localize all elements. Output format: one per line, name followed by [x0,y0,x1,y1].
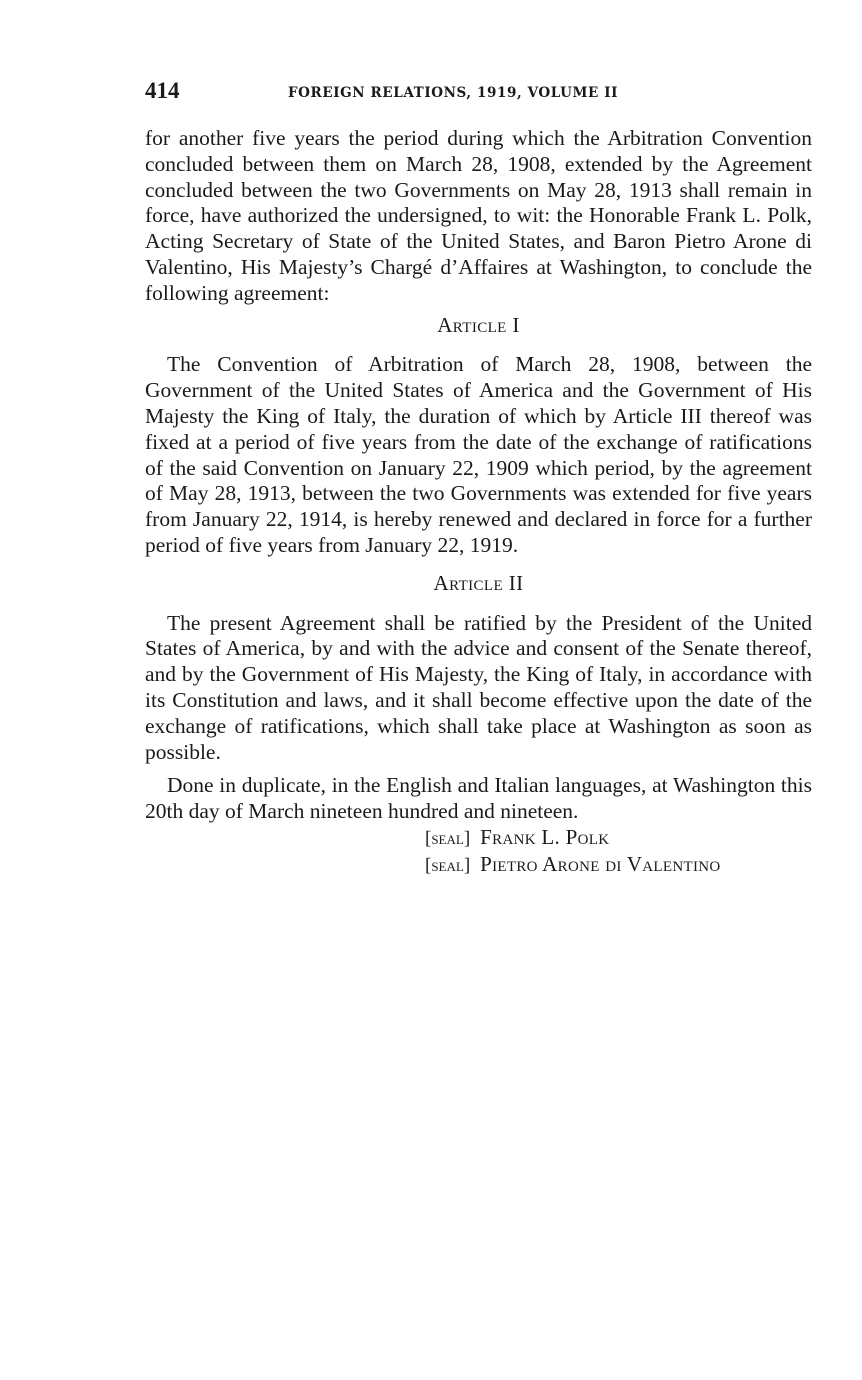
seal-mark: [seal] [425,854,471,876]
running-head: FOREIGN RELATIONS, 1919, VOLUME II [288,85,619,101]
signature-row [425,852,812,879]
document-page [145,78,812,879]
signature-block [425,825,812,879]
article-1-paragraph: The Convention of Arbitration of March 28, 1908, between the Government of the United States of America and the Government of His Majesty the King of Italy, the duration of which by Article III thereof was fixed at a period of five years from the date of the exchange of ratifications of the said Convention on January 22, 1909 which period, by the agreement of May 28, 1913, between the two Governments was extended for five years from January 22, 1914, is hereby renewed and declared in force for a further period of five years from January 22, 1919. [145,352,812,557]
article-1-heading: Article I [437,312,520,337]
article-2-paragraph: The present Agreement shall be ratified by the President of the United States of America, by and with the advice and consent of the Senate thereof, and by the Government of His Majesty, the King of Italy, in accordance with its Constitution and laws, and it shall become effective upon the date of the exchange of ratifications, which shall take place at Washington as soon as possible. [145,610,812,764]
intro-paragraph: for another five years the period during which the Arbitration Convention concluded between them on March 28, 1908, extended by the Agreement concluded between the two Governments on May 28, 1913 shall remain in force, have authorized the undersigned, to wit: the Honorable Frank L. Polk, Acting Secretary of State of the United States, and Baron Pietro Arone di Valentino, His Majesty’s Chargé d’Affaires at Washington, to conclude the following agreement: [145,126,812,305]
closing-paragraph: Done in duplicate, in the English and Italian languages, at Washington this 20th day of March nineteen hundred and nineteen. [145,773,812,824]
page-number: 414 [145,78,180,103]
article-2-heading: Article II [433,570,524,595]
page-header [145,78,812,114]
seal-mark: [seal] [425,827,471,849]
signatory-name: Frank L. Polk [480,824,610,849]
signature-row [425,825,812,852]
document-body [145,126,812,825]
signatory-name: Pietro Arone di Valentino [480,851,721,876]
